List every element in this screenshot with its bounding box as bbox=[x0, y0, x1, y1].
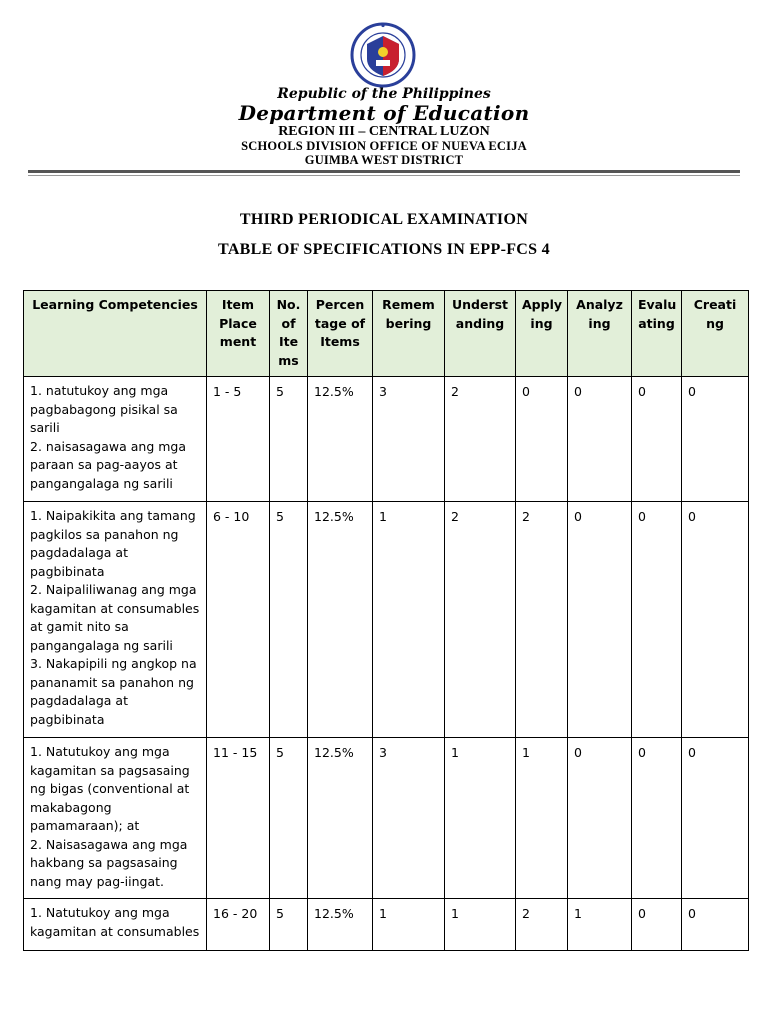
creating-cell: 0 bbox=[682, 738, 749, 899]
creating-cell: 0 bbox=[682, 377, 749, 502]
items-cell: 5 bbox=[270, 738, 308, 899]
table-row bbox=[24, 502, 749, 738]
percentage-cell: 12.5% bbox=[308, 738, 373, 899]
understanding-cell: 2 bbox=[445, 377, 516, 502]
table-row bbox=[24, 899, 749, 951]
evaluating-cell: 0 bbox=[632, 502, 682, 738]
placement-cell: 11 - 15 bbox=[207, 738, 270, 899]
header-divider-thin bbox=[28, 175, 740, 176]
understanding-cell: 1 bbox=[445, 899, 516, 951]
remembering-cell: 1 bbox=[373, 502, 445, 738]
applying-cell: 1 bbox=[516, 738, 568, 899]
exam-title: THIRD PERIODICAL EXAMINATION bbox=[239, 211, 529, 228]
department-name: Department of Education bbox=[238, 101, 530, 125]
header-analyzing: Analyz ing bbox=[568, 291, 632, 377]
header-understanding: Underst anding bbox=[445, 291, 516, 377]
items-cell: 5 bbox=[270, 899, 308, 951]
analyzing-cell: 0 bbox=[568, 738, 632, 899]
division-label: SCHOOLS DIVISION OFFICE OF NUEVA ECIJA bbox=[241, 139, 527, 153]
evaluating-cell: 0 bbox=[632, 738, 682, 899]
placement-cell: 16 - 20 bbox=[207, 899, 270, 951]
header-remembering: Remem bering bbox=[373, 291, 445, 377]
specifications-table bbox=[23, 290, 749, 951]
deped-seal-icon bbox=[348, 22, 418, 88]
header-divider bbox=[28, 170, 740, 173]
region-label: REGION III – CENTRAL LUZON bbox=[278, 124, 490, 139]
applying-cell: 0 bbox=[516, 377, 568, 502]
applying-cell: 2 bbox=[516, 899, 568, 951]
analyzing-cell: 0 bbox=[568, 502, 632, 738]
understanding-cell: 2 bbox=[445, 502, 516, 738]
table-row bbox=[24, 377, 749, 502]
percentage-cell: 12.5% bbox=[308, 899, 373, 951]
evaluating-cell: 0 bbox=[632, 899, 682, 951]
remembering-cell: 1 bbox=[373, 899, 445, 951]
republic-label: Republic of the Philippines bbox=[277, 86, 491, 102]
items-cell: 5 bbox=[270, 502, 308, 738]
remembering-cell: 3 bbox=[373, 377, 445, 502]
tos-title: TABLE OF SPECIFICATIONS IN EPP-FCS 4 bbox=[218, 241, 550, 258]
placement-cell: 6 - 10 bbox=[207, 502, 270, 738]
percentage-cell: 12.5% bbox=[308, 502, 373, 738]
header-applying: Apply ing bbox=[516, 291, 568, 377]
competency-cell: 1. Natutukoy ang mga kagamitan sa pagsasaing ng bigas (conventional at makabagong pamamaraan); at 2. Naisasagawa ang mga hakbang sa pagsasaing nang may pag-iingat. bbox=[24, 738, 207, 899]
header-no-of-items: No. of Ite ms bbox=[270, 291, 308, 377]
header-percentage: Percen tage of Items bbox=[308, 291, 373, 377]
analyzing-cell: 0 bbox=[568, 377, 632, 502]
table-row bbox=[24, 738, 749, 899]
applying-cell: 2 bbox=[516, 502, 568, 738]
header-item-placement: Item Place ment bbox=[207, 291, 270, 377]
competency-cell: 1. Naipakikita ang tamang pagkilos sa panahon ng pagdadalaga at pagbibinata 2. Naipaliliwanag ang mga kagamitan at consumables at gamit nito sa pangangalaga ng sarili 3. Nakapipili ng angkop na pananamit sa panahon ng pagdadalaga at pagbibinata bbox=[24, 502, 207, 738]
analyzing-cell: 1 bbox=[568, 899, 632, 951]
remembering-cell: 3 bbox=[373, 738, 445, 899]
placement-cell: 1 - 5 bbox=[207, 377, 270, 502]
header-learning-competencies: Learning Competencies bbox=[24, 291, 207, 377]
evaluating-cell: 0 bbox=[632, 377, 682, 502]
header-creating: Creati ng bbox=[682, 291, 749, 377]
header-evaluating: Evalu ating bbox=[632, 291, 682, 377]
competency-cell: 1. natutukoy ang mga pagbabagong pisikal sa sarili 2. naisasagawa ang mga paraan sa pag-aayos at pangangalaga ng sarili bbox=[24, 377, 207, 502]
understanding-cell: 1 bbox=[445, 738, 516, 899]
competency-cell: 1. Natutukoy ang mga kagamitan at consumables bbox=[24, 899, 207, 951]
creating-cell: 0 bbox=[682, 502, 749, 738]
items-cell: 5 bbox=[270, 377, 308, 502]
creating-cell: 0 bbox=[682, 899, 749, 951]
percentage-cell: 12.5% bbox=[308, 377, 373, 502]
district-label: GUIMBA WEST DISTRICT bbox=[304, 153, 464, 167]
table-header-row bbox=[24, 291, 749, 377]
